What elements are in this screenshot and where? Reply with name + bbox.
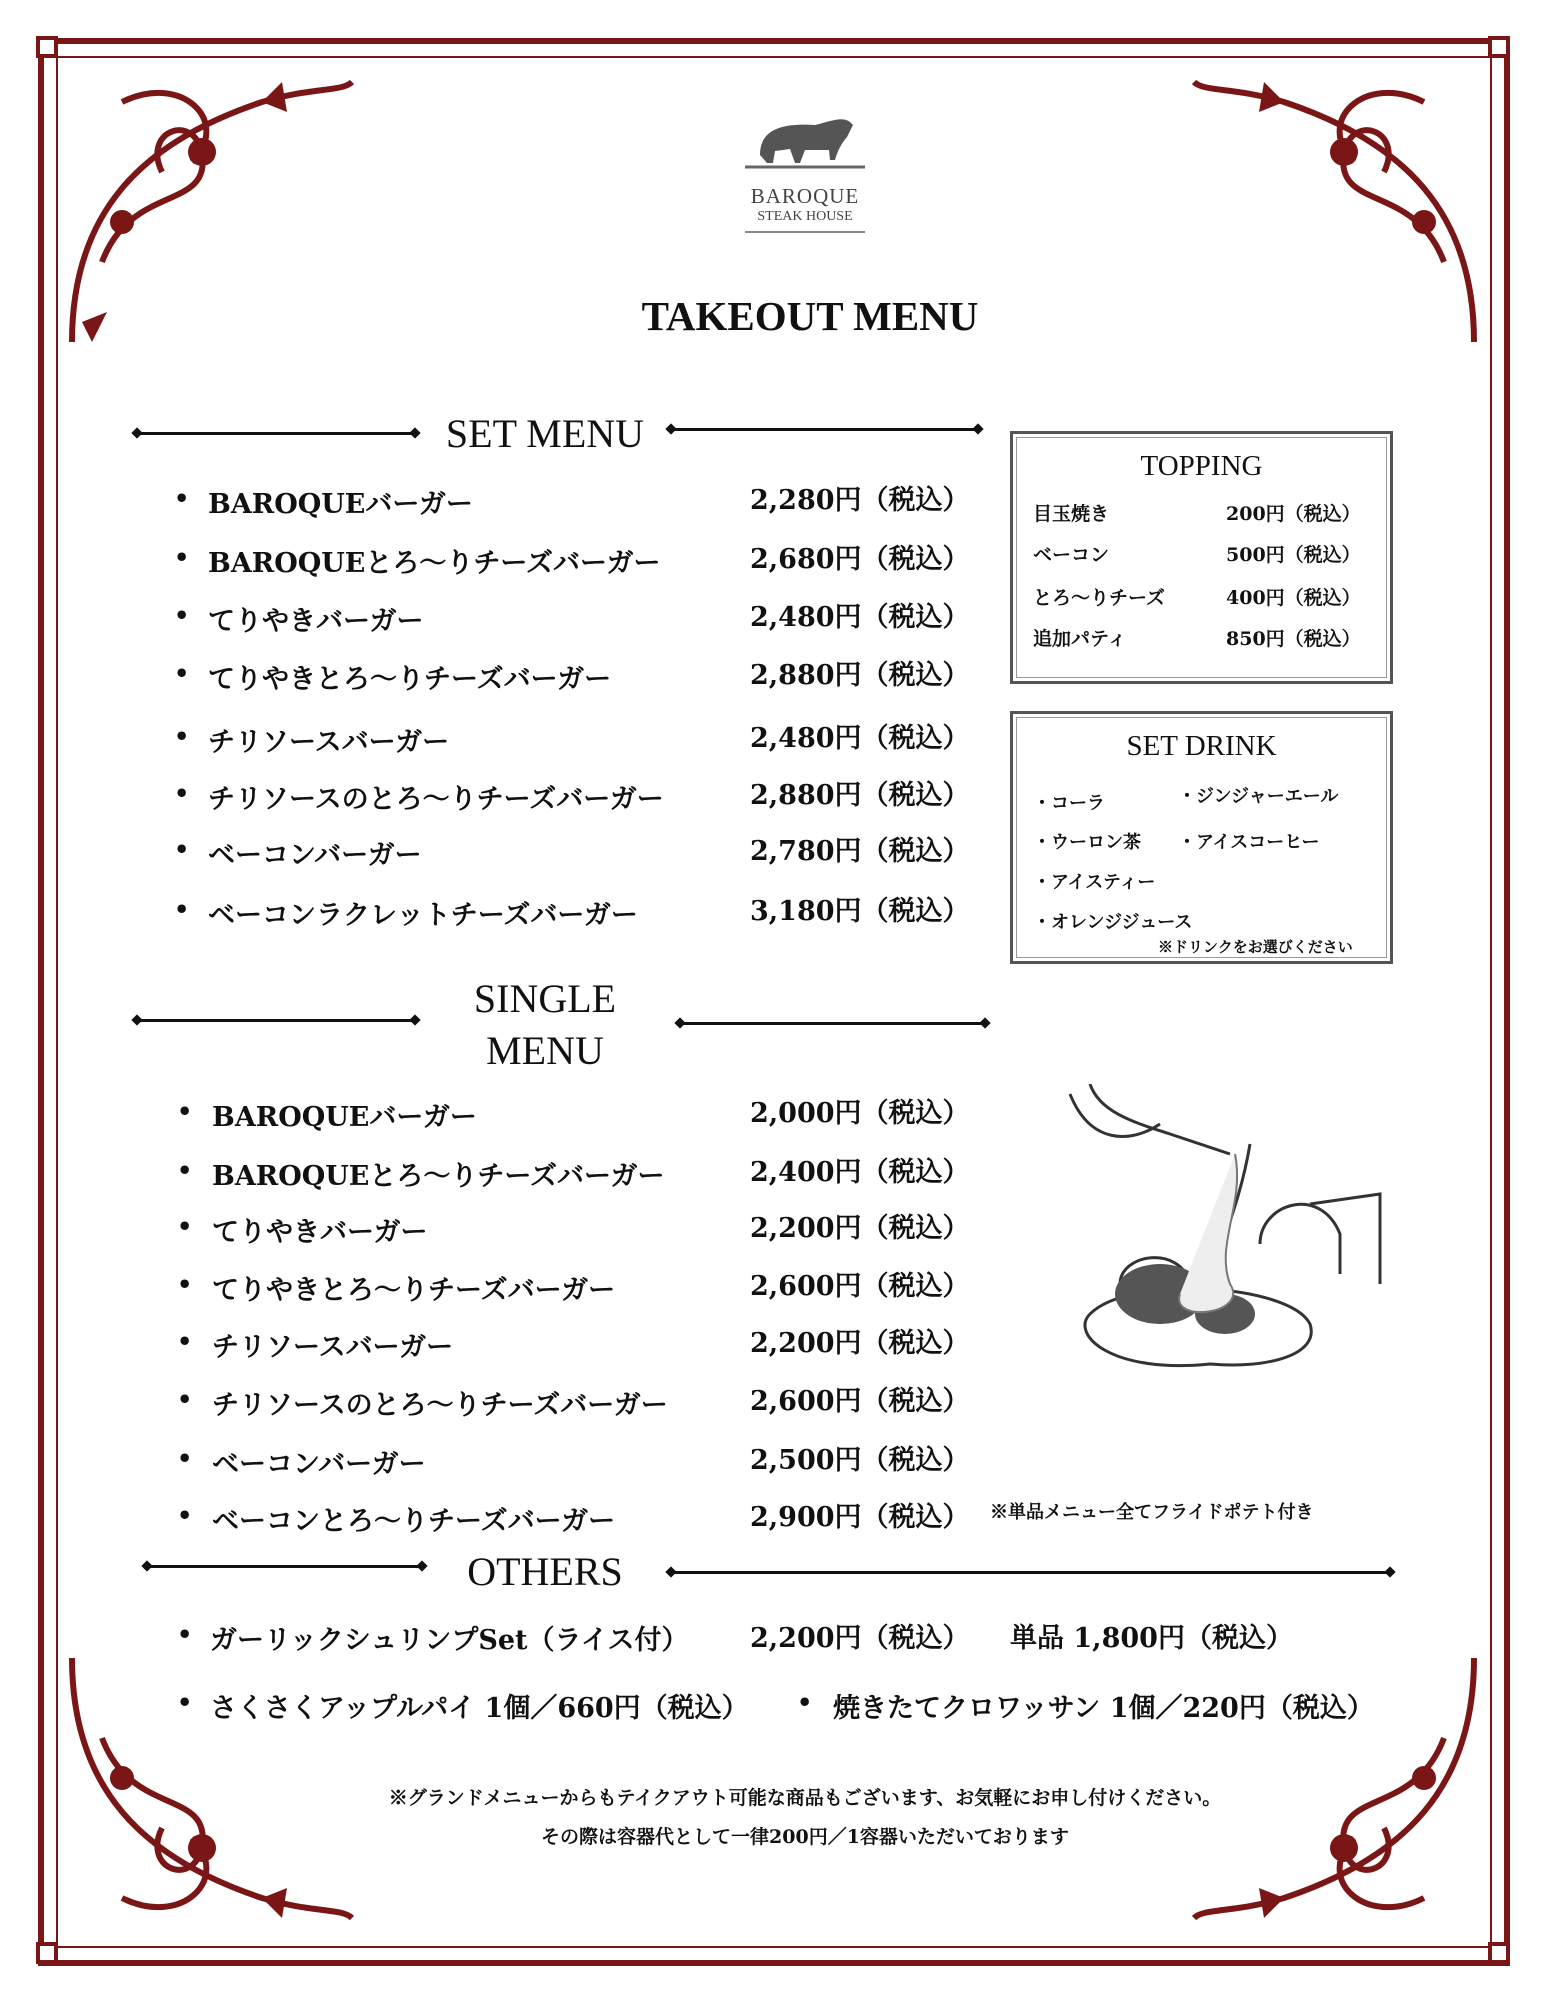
bullet: • — [174, 484, 190, 513]
bullet: • — [177, 1620, 193, 1649]
topping-heading: TOPPING — [1140, 450, 1263, 482]
drink-item: ・ジンジャーエール — [1178, 786, 1339, 807]
single-menu-item-price: 2,500円（税込） — [750, 1445, 970, 1476]
topping-item-name: 目玉焼き — [1033, 503, 1110, 525]
others-item: 焼きたてクロワッサン 1個／220円（税込） — [833, 1693, 1374, 1724]
others-item-price: 2,200円（税込） — [750, 1623, 970, 1654]
single-menu-item-name: BAROQUEバーガー — [212, 1102, 477, 1133]
set-drink-box — [1010, 711, 1393, 964]
single-menu-item-name: ベーコンバーガー — [212, 1449, 426, 1480]
set-menu-item-name: ベーコンラクレットチーズバーガー — [208, 900, 638, 931]
single-menu-heading-line1: SINGLE — [473, 976, 617, 1021]
single-menu-item-price: 2,200円（税込） — [750, 1213, 970, 1244]
set-menu-item-name: てりやきバーガー — [208, 606, 424, 637]
bullet: • — [174, 779, 190, 808]
drink-item: ・アイスコーヒー — [1178, 832, 1320, 853]
single-menu-item-name: チリソースバーガー — [212, 1332, 454, 1363]
topping-item-name: とろ～りチーズ — [1033, 587, 1166, 609]
bullet: • — [177, 1327, 193, 1356]
single-menu-item-price: 2,200円（税込） — [750, 1328, 970, 1359]
set-menu-item-name: てりやきとろ～りチーズバーガー — [208, 664, 612, 695]
single-menu-item-price: 2,000円（税込） — [750, 1098, 970, 1129]
drink-item: ・コーラ — [1033, 793, 1105, 814]
drink-item: ・アイスティー — [1033, 872, 1156, 893]
page-title: TAKEOUT MENU — [641, 293, 979, 339]
bullet: • — [174, 601, 190, 630]
bullet: • — [177, 1688, 193, 1717]
footer-note: ※グランドメニューからもテイクアウト可能な商品もございます、お気軽にお申し付けください。 — [388, 1787, 1222, 1809]
others-item: さくさくアップルパイ 1個／660円（税込） — [210, 1693, 749, 1724]
bullet: • — [177, 1270, 193, 1299]
bullet: • — [174, 835, 190, 864]
set-menu-item-price: 2,780円（税込） — [750, 836, 970, 867]
logo-subtitle: STEAK HOUSE — [757, 209, 853, 224]
burger-cheese-illustration — [1010, 1084, 1393, 1404]
divider — [137, 432, 415, 435]
bullet: • — [174, 543, 190, 572]
topping-item-price: 400円（税込） — [1226, 587, 1361, 609]
frame-corner-square — [36, 36, 58, 58]
drink-item: ・オレンジジュース — [1033, 912, 1193, 933]
bullet: • — [177, 1385, 193, 1414]
topping-item-name: ベーコン — [1033, 544, 1110, 566]
restaurant-logo — [735, 105, 875, 233]
frame-corner-square — [1488, 1942, 1510, 1964]
topping-item-price: 500円（税込） — [1226, 544, 1361, 566]
drink-note: ※ドリンクをお選びください — [1158, 938, 1353, 956]
footer-note: その際は容器代として一律200円／1容器いただいております — [541, 1826, 1069, 1848]
topping-box — [1010, 431, 1393, 684]
set-menu-item-price: 2,480円（税込） — [750, 602, 970, 633]
set-menu-item-price: 2,680円（税込） — [750, 544, 970, 575]
bullet: • — [177, 1212, 193, 1241]
bullet: • — [177, 1097, 193, 1126]
set-menu-item-name: チリソースバーガー — [208, 727, 450, 758]
set-menu-item-name: ベーコンバーガー — [208, 840, 422, 871]
bullet: • — [174, 722, 190, 751]
topping-item-name: 追加パティ — [1033, 628, 1127, 650]
bullet: • — [174, 659, 190, 688]
frame-corner-square — [1488, 36, 1510, 58]
single-menu-item-price: 2,900円（税込） — [750, 1502, 970, 1533]
single-menu-item-price: 2,600円（税込） — [750, 1386, 970, 1417]
others-heading: OTHERS — [467, 1549, 623, 1594]
single-menu-item-name: ベーコンとろ～りチーズバーガー — [212, 1506, 616, 1537]
divider — [137, 1019, 415, 1022]
others-item-single-price: 単品 1,800円（税込） — [1010, 1623, 1293, 1654]
set-menu-item-name: BAROQUEとろ～りチーズバーガー — [208, 548, 661, 579]
bullet: • — [174, 895, 190, 924]
divider — [147, 1565, 422, 1568]
bullet: • — [177, 1444, 193, 1473]
divider — [680, 1022, 985, 1025]
single-menu-item-name: チリソースのとろ～りチーズバーガー — [212, 1390, 668, 1421]
single-menu-item-price: 2,600円（税込） — [750, 1271, 970, 1302]
single-menu-item-name: てりやきとろ～りチーズバーガー — [212, 1275, 616, 1306]
others-item-name: ガーリックシュリンプSet（ライス付） — [210, 1625, 689, 1656]
frame-corner-square — [36, 1942, 58, 1964]
drink-item: ・ウーロン茶 — [1033, 832, 1141, 853]
single-menu-item-price: 2,400円（税込） — [750, 1157, 970, 1188]
divider — [671, 1571, 1390, 1574]
set-menu-heading: SET MENU — [445, 411, 645, 456]
set-menu-item-price: 2,880円（税込） — [750, 660, 970, 691]
set-menu-item-price: 2,280円（税込） — [750, 485, 970, 516]
bullet: • — [177, 1156, 193, 1185]
single-menu-heading-line2: MENU — [486, 1028, 604, 1073]
set-menu-item-price: 2,880円（税込） — [750, 780, 970, 811]
single-menu-item-name: てりやきバーガー — [212, 1217, 428, 1248]
single-menu-note: ※単品メニュー全てフライドポテト付き — [990, 1502, 1314, 1523]
set-menu-item-name: チリソースのとろ～りチーズバーガー — [208, 784, 664, 815]
set-drink-heading: SET DRINK — [1126, 730, 1277, 762]
set-menu-item-name: BAROQUEバーガー — [208, 489, 473, 520]
single-menu-item-name: BAROQUEとろ～りチーズバーガー — [212, 1161, 665, 1192]
topping-item-price: 200円（税込） — [1226, 503, 1361, 525]
bullet: • — [797, 1688, 813, 1717]
topping-item-price: 850円（税込） — [1226, 628, 1361, 650]
set-menu-item-price: 2,480円（税込） — [750, 723, 970, 754]
bullet: • — [177, 1501, 193, 1530]
bull-icon — [745, 105, 865, 180]
divider — [671, 428, 978, 431]
set-menu-item-price: 3,180円（税込） — [750, 896, 970, 927]
logo-name: BAROQUE — [750, 184, 860, 208]
